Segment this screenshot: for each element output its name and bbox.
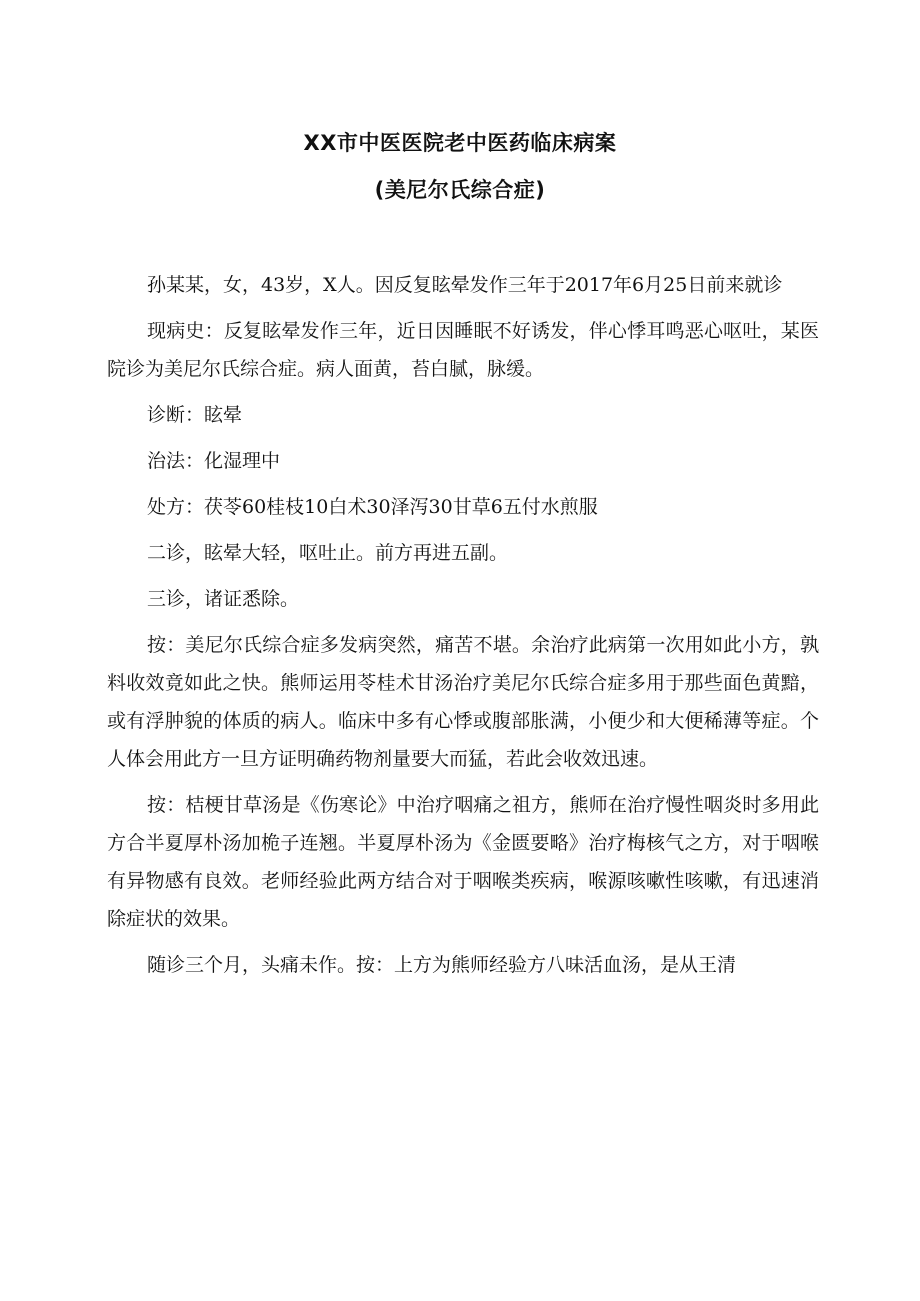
document-title: XX市中医医院老中医药临床病案 xyxy=(303,131,617,155)
paragraph-treatment-method: 治法：化湿理中 xyxy=(147,450,281,472)
paragraph-second-visit: 二诊，眩晕大轻，呕吐止。前方再进五副。 xyxy=(147,542,509,564)
paragraph-diagnosis: 诊断：眩晕 xyxy=(147,404,243,426)
paragraph-third-visit: 三诊，诸证悉除。 xyxy=(147,588,300,610)
paragraph-note-2: 按：桔梗甘草汤是《伤寒论》中治疗咽痛之祖方，熊师在治疗慢性咽炎时多用此方合半夏厚朴汤加桅子连翘。半夏厚朴汤为《金匮要略》治疗梅核气之方，对于咽喉有异物感有良效。老师经验此两方结合对于咽喉类疾病，喉源咳嗽性咳嗽，有迅速消除症状的效果。 xyxy=(107,794,819,930)
paragraph-patient-intro: 孙某某，女，43岁，X人。因反复眩晕发作三年于2017年6月25日前来就诊 xyxy=(147,274,783,296)
document-subtitle: (美尼尔氏综合症) xyxy=(374,178,546,202)
paragraph-note-1: 按：美尼尔氏综合症多发病突然，痛苦不堪。余治疗此病第一次用如此小方，孰料收效竟如此之快。熊师运用苓桂术甘汤治疗美尼尔氏综合症多用于那些面色黄黯，或有浮肿貌的体质的病人。临床中多有心悸或腹部胀满，小便少和大便稀薄等症。个人体会用此方一旦方证明确药物剂量要大而猛，若此会收效迅速。 xyxy=(107,634,819,770)
paragraph-present-history: 现病史：反复眩晕发作三年，近日因睡眠不好诱发，伴心悸耳鸣恶心呕吐，某医院诊为美尼尔氏综合症。病人面黄，苔白腻，脉缓。 xyxy=(107,320,819,380)
paragraph-prescription: 处方：茯苓60桂枝10白术30泽泻30甘草6五付水煎服 xyxy=(147,496,598,518)
document-body xyxy=(107,266,819,984)
paragraph-follow-up: 随诊三个月，头痛未作。按：上方为熊师经验方八味活血汤，是从王清 xyxy=(147,954,737,976)
